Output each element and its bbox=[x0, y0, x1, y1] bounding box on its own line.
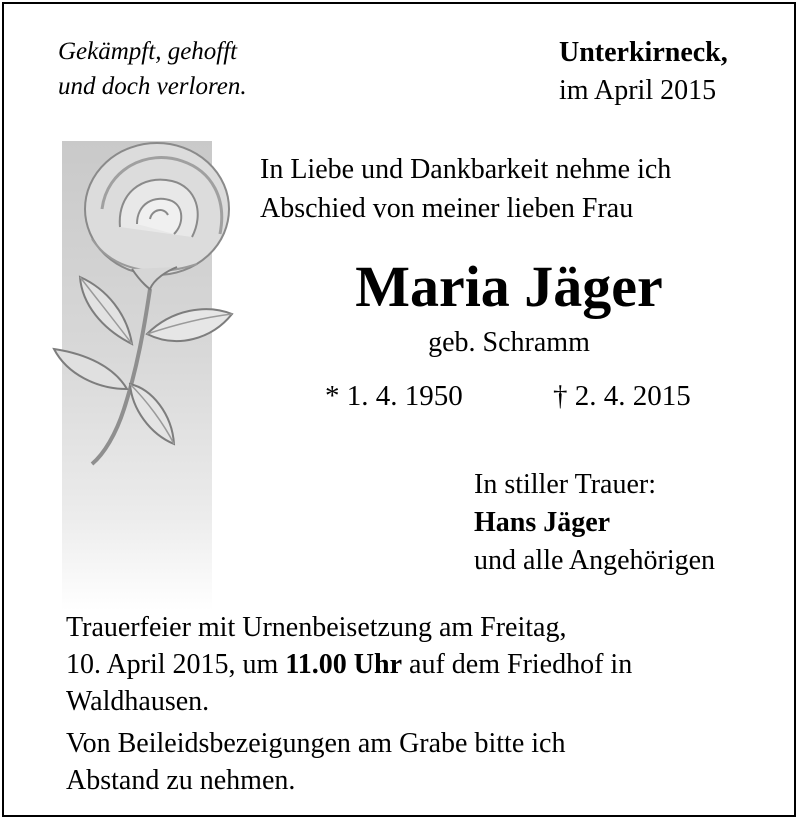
service-location-pre: auf dem Friedhof in bbox=[402, 649, 633, 680]
motto-line-1: Gekämpft, gehofft bbox=[58, 38, 238, 65]
deceased-name: Maria Jäger bbox=[355, 254, 663, 319]
service-line-3: Waldhausen. bbox=[66, 686, 210, 717]
service-info bbox=[66, 609, 786, 720]
motto bbox=[58, 34, 247, 104]
service-time: 11.00 Uhr bbox=[285, 649, 403, 680]
mourners-others: und alle Angehörigen bbox=[474, 545, 716, 576]
mourners-heading: In stiller Trauer: bbox=[474, 469, 656, 500]
request-line-1: Von Beileidsbezeigungen am Grabe bitte ich bbox=[66, 728, 566, 759]
condolence-request bbox=[66, 725, 786, 799]
motto-line-2: und doch verloren. bbox=[58, 73, 247, 100]
birth-date: * 1. 4. 1950 bbox=[325, 380, 463, 412]
maiden-name: geb. Schramm bbox=[428, 327, 590, 358]
intro-line-2: Abschied von meiner lieben Frau bbox=[260, 193, 634, 224]
obituary-notice bbox=[2, 2, 796, 817]
place-date-text: im April 2015 bbox=[559, 75, 717, 106]
intro-text bbox=[260, 150, 671, 228]
mourner-primary: Hans Jäger bbox=[474, 507, 611, 538]
death-date: † 2. 4. 2015 bbox=[553, 380, 691, 412]
request-line-2: Abstand zu nehmen. bbox=[66, 765, 296, 796]
service-line-1: Trauerfeier mit Urnenbeisetzung am Freitag, bbox=[66, 612, 567, 643]
service-date: 10. April 2015, um bbox=[66, 649, 286, 680]
intro-line-1: In Liebe und Dankbarkeit nehme ich bbox=[260, 154, 672, 185]
place-date bbox=[559, 34, 728, 110]
service-line-2 bbox=[66, 646, 786, 683]
place-city: Unterkirneck, bbox=[559, 37, 728, 68]
mourners bbox=[474, 466, 715, 580]
